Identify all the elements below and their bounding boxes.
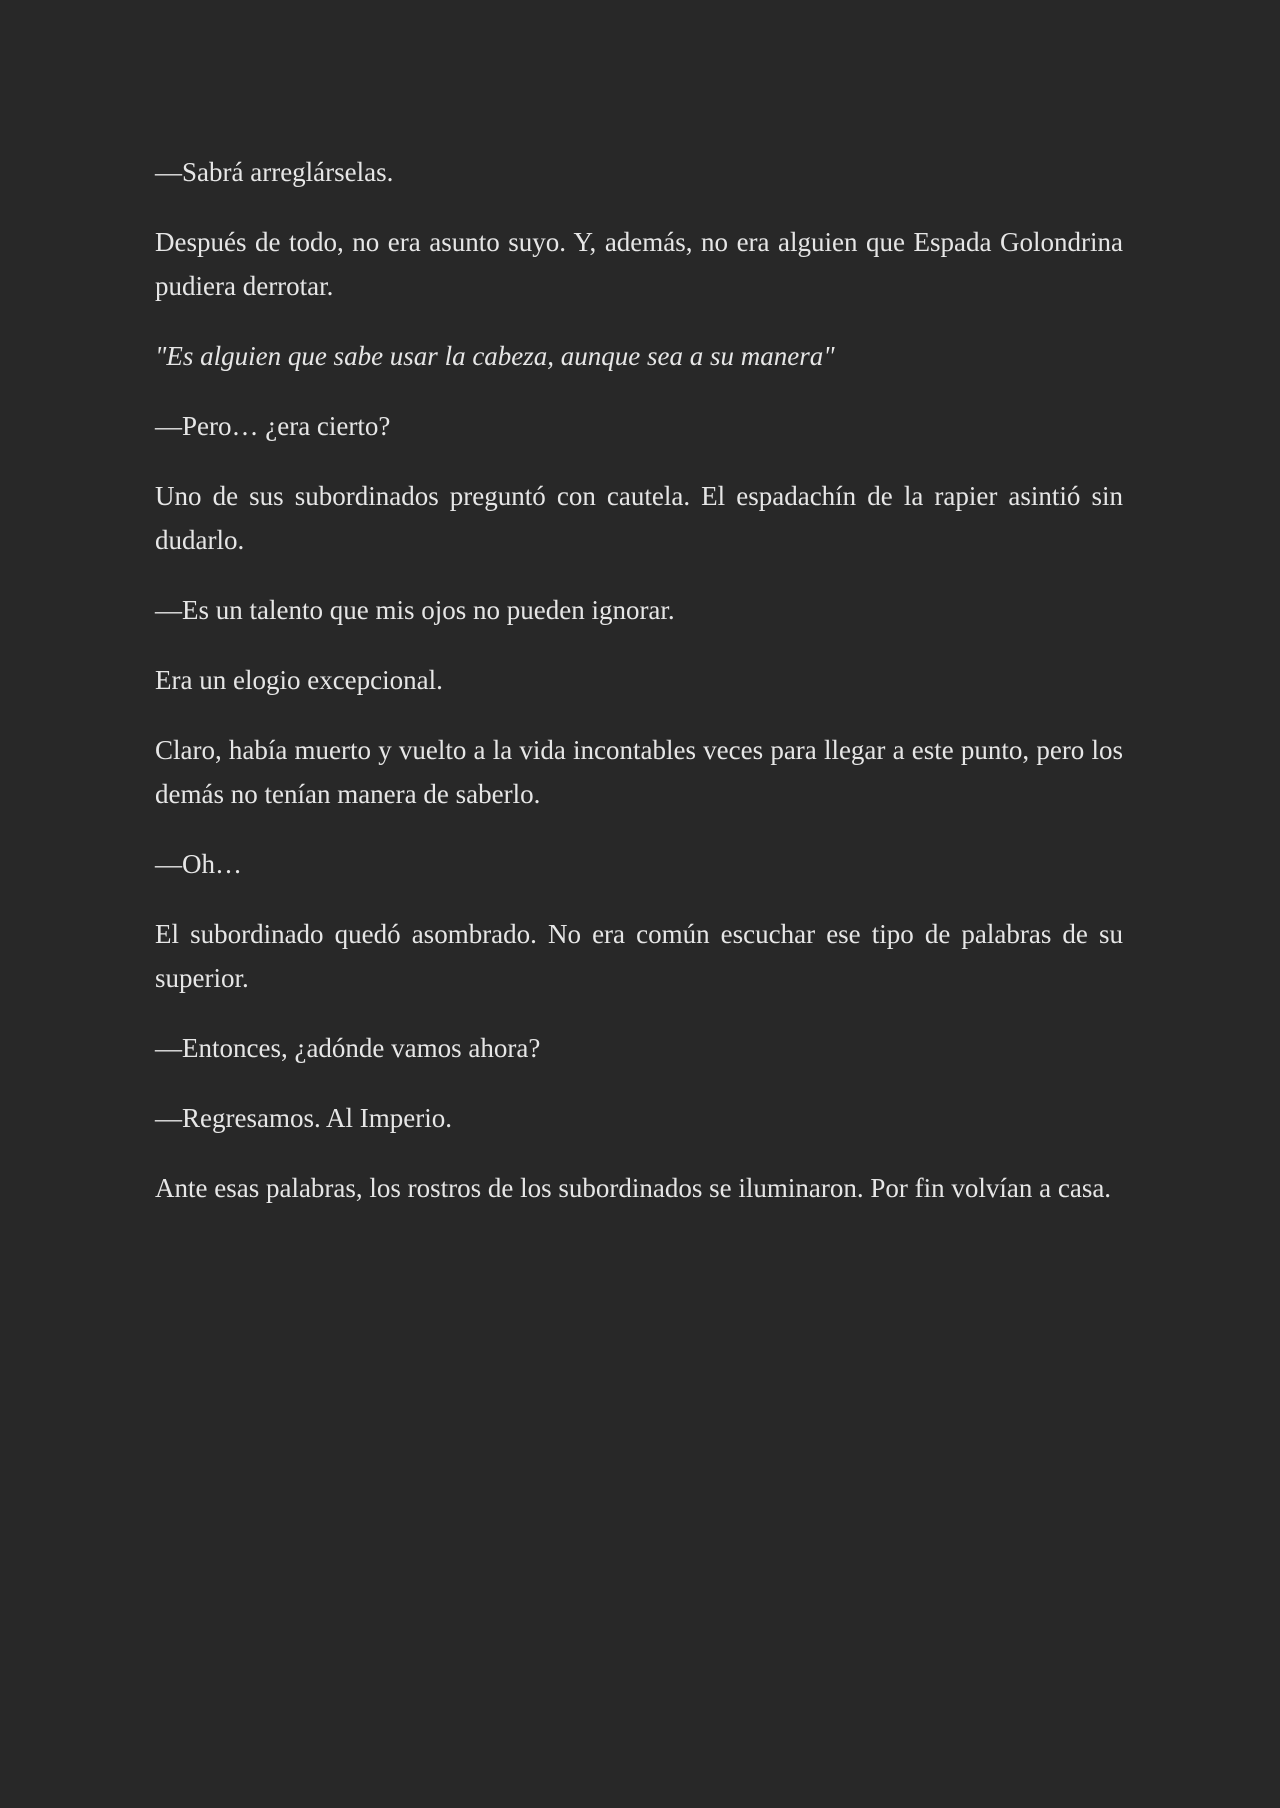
paragraph: Después de todo, no era asunto suyo. Y, además, no era alguien que Espada Golondrina pudiera derrotar. bbox=[155, 227, 1123, 301]
paragraph: —Sabrá arreglárselas. bbox=[155, 157, 394, 187]
paragraph: El subordinado quedó asombrado. No era común escuchar ese tipo de palabras de su superior. bbox=[155, 919, 1123, 993]
paragraph: —Oh… bbox=[155, 849, 242, 879]
paragraph: —Regresamos. Al Imperio. bbox=[155, 1103, 452, 1133]
paragraph: Ante esas palabras, los rostros de los subordinados se iluminaron. Por fin volvían a casa. bbox=[155, 1173, 1112, 1203]
paragraph: —Pero… ¿era cierto? bbox=[155, 411, 391, 441]
paragraph: —Es un talento que mis ojos no pueden ignorar. bbox=[155, 595, 675, 625]
paragraph: Uno de sus subordinados preguntó con cautela. El espadachín de la rapier asintió sin dudarlo. bbox=[155, 481, 1123, 555]
italic-thought-paragraph: "Es alguien que sabe usar la cabeza, aunque sea a su manera" bbox=[155, 341, 835, 371]
paragraph: —Entonces, ¿adónde vamos ahora? bbox=[155, 1033, 541, 1063]
paragraph: Era un elogio excepcional. bbox=[155, 665, 443, 695]
reader-page bbox=[155, 150, 1123, 1236]
paragraph: Claro, había muerto y vuelto a la vida incontables veces para llegar a este punto, pero los demás no tenían manera de saberlo. bbox=[155, 735, 1123, 809]
